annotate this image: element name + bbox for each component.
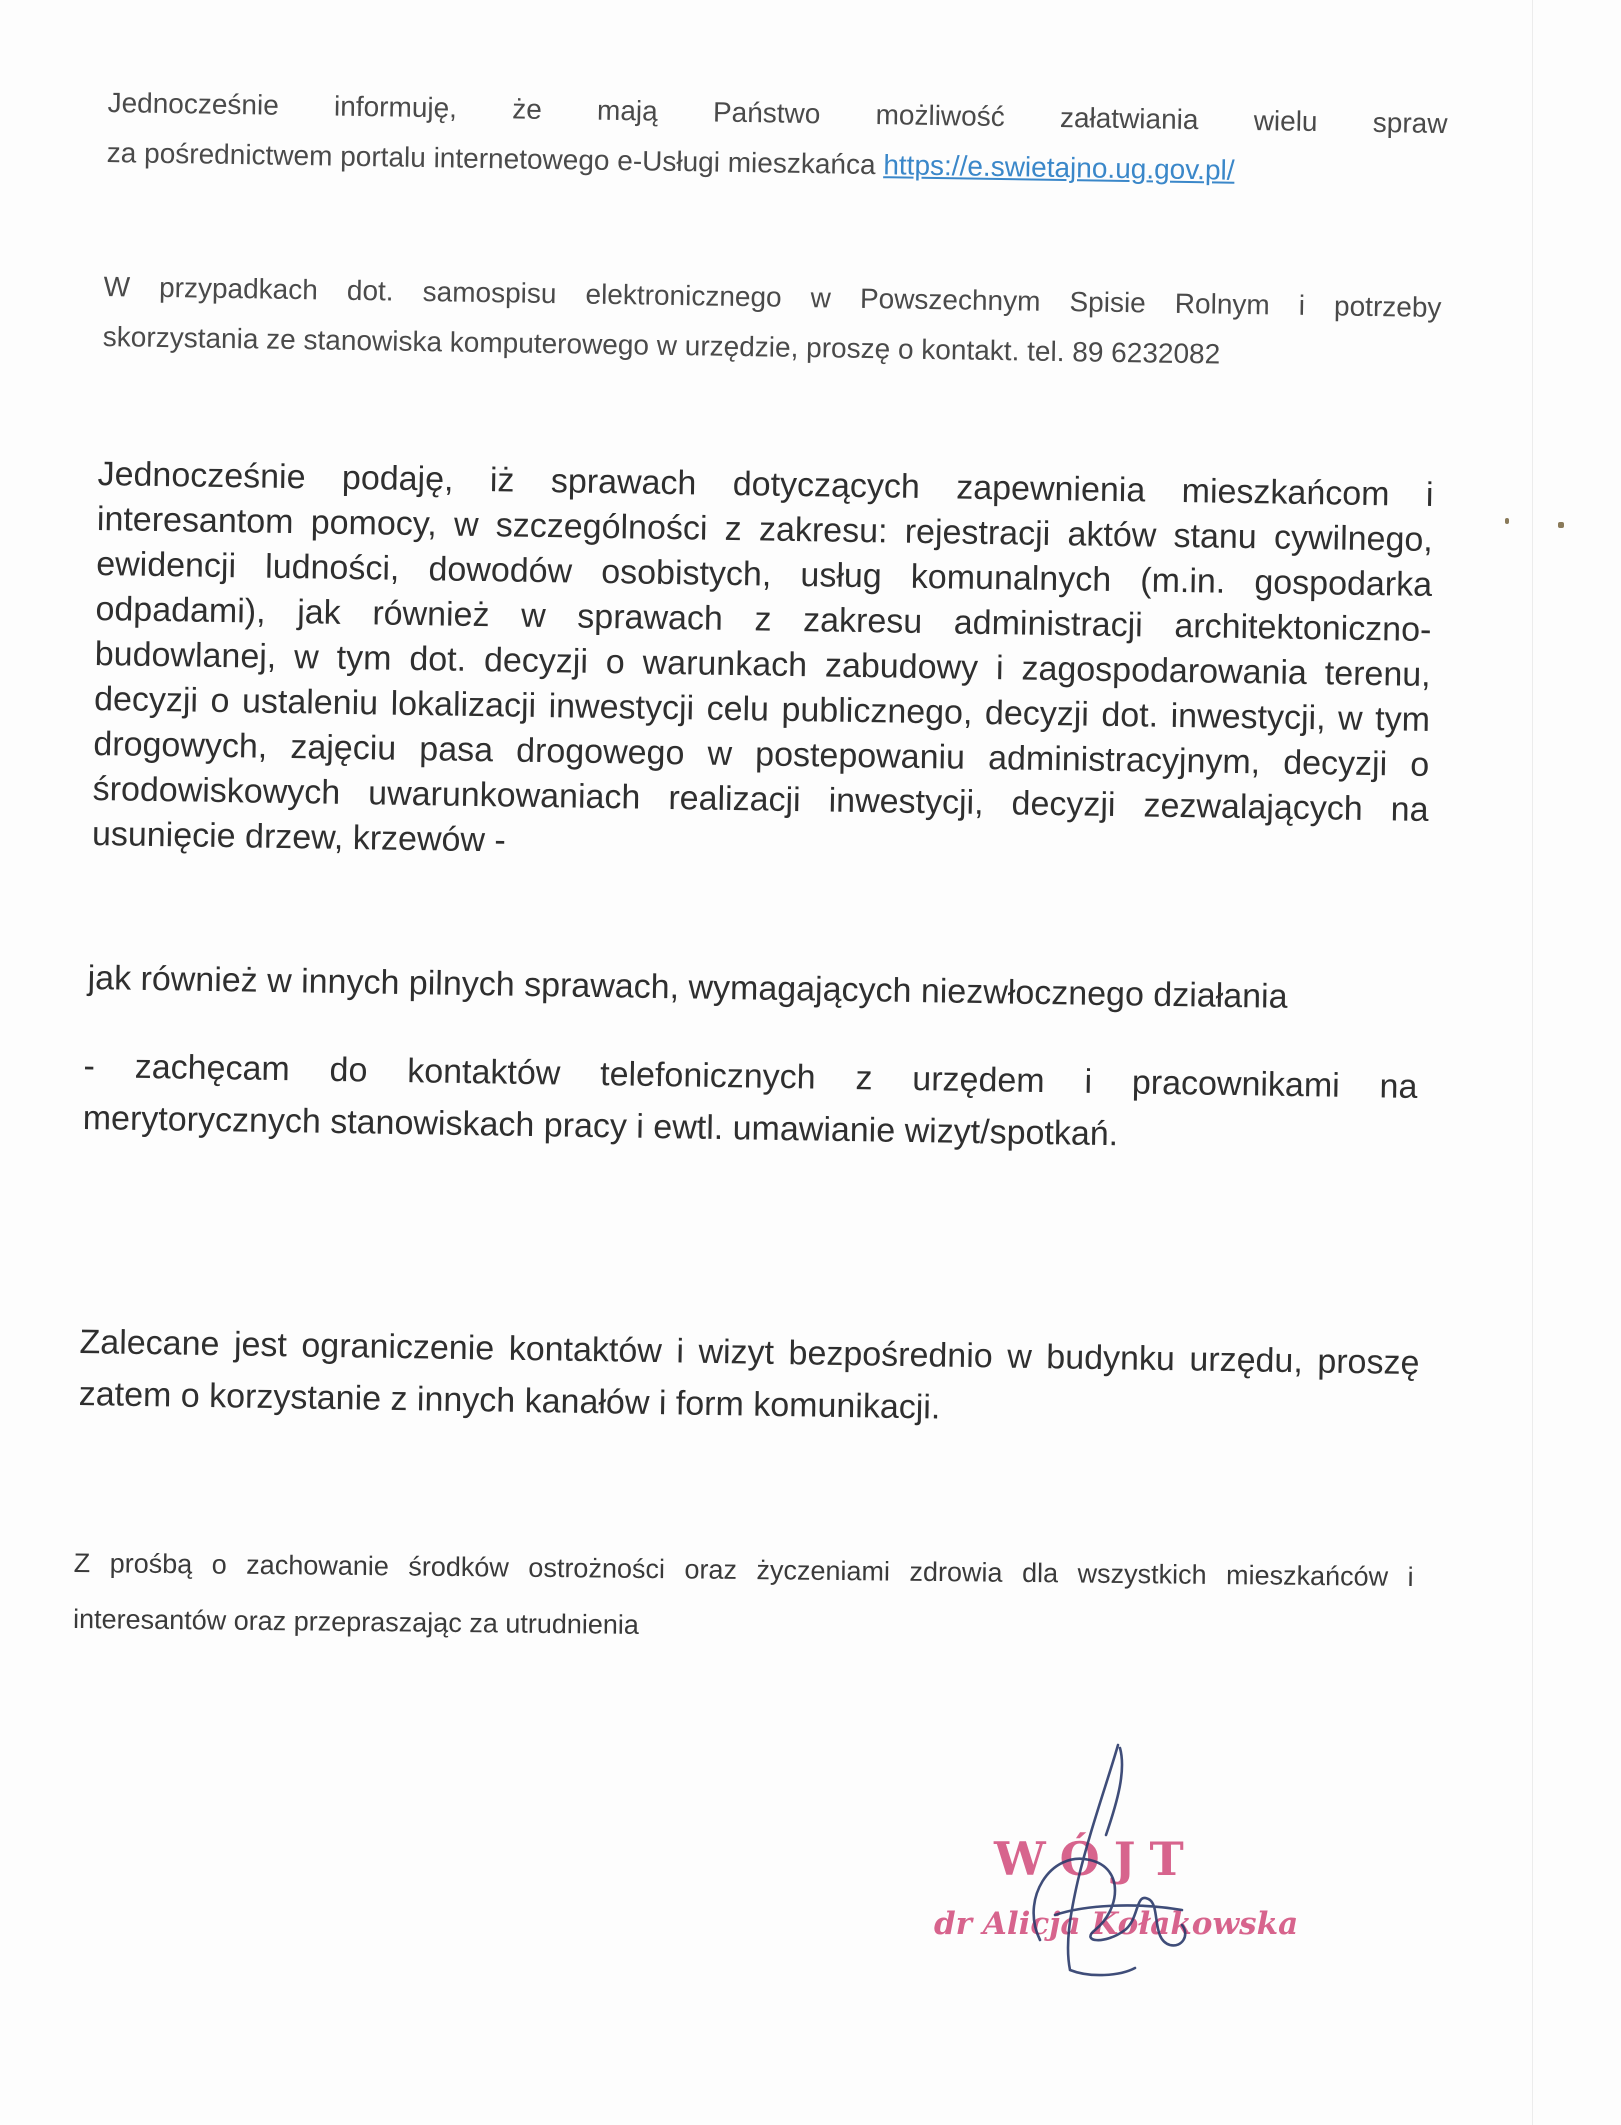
paragraph-limit-visits: Zalecane jest ograniczenie kontaktów i wizyt bezpośrednio w budynku urzędu, proszę zatem o korzystanie z innych kanałów i form komunikacji. [78, 1322, 1420, 1427]
paragraph-e-services-text: za pośrednictwem portalu internetowego e-Usługi mieszkańca [106, 136, 884, 181]
scan-speck [1505, 518, 1509, 524]
paragraph-phone-contact-line2: merytorycznych stanowiskach pracy i ewtl. umawianie wizyt/spotkań. [82, 1098, 1119, 1154]
paragraph-matters-list: Jednocześnie podaję, iż sprawach dotyczących zapewnienia mieszkańcom i interesantom pomocy, w szczególności z zakresu: rejestracji aktów stanu cywilnego, ewidencji ludności, dowodów osobistych, usług komunalnych (m.in. gospodarka odpadami), jak również w sprawach z zakresu administracji architektoniczno-budowlanej, w tym dot. decyzji o warunkach zabudowy i zagospodarowania terenu, decyzji o ustaleniu lokalizacji inwestycji celu publicznego, decyzji dot. inwestycji, w tym drogowych, zajęciu pasa drogowego w postepowaniu administracyjnym, decyzji o środowiskowych uwarunkowaniach realizacji inwestycji, decyzji zezwalających na usunięcie drzew, krzewów - [91, 454, 1434, 860]
scan-speck [1558, 522, 1564, 528]
page-edge-shadow [1532, 0, 1533, 2125]
paragraph-census [102, 262, 1441, 383]
signature-block [920, 1740, 1299, 1990]
paragraph-census-line1: W przypadkach dot. samospisu elektronicznego w Powszechnym Spisie Rolnym i potrzeby [103, 270, 1442, 324]
paragraph-urgent-matters: jak również w innych pilnych sprawach, wymagających niezwłocznego działania [87, 958, 1288, 1016]
paragraph-e-services-line1: Jednocześnie informuję, że mają Państwo możliwość załatwiania wielu spraw [107, 86, 1448, 140]
paragraph-phone-contact [82, 1040, 1417, 1165]
e-services-link[interactable]: https://e.swietajno.ug.gov.pl/ [883, 149, 1235, 186]
paragraph-census-line2: skorzystania ze stanowiska komputerowego w urzędzie, proszę o kontakt. tel. 89 6232082 [102, 320, 1221, 370]
seal-name: dr Alicja Kołakowska [934, 1906, 1299, 1942]
paragraph-e-services [106, 78, 1447, 199]
paragraph-closing: Z prośbą o zachowanie środków ostrożności oraz życzeniami zdrowia dla wszystkich mieszkańców i interesantów oraz przepraszając za utrudnienia [72, 1547, 1414, 1640]
seal-title: WÓJT [994, 1832, 1198, 1886]
handwritten-signature [920, 1740, 1280, 1990]
paragraph-phone-contact-line1: - zachęcam do kontaktów telefonicznych z urzędem i pracownikami na [83, 1046, 1418, 1106]
